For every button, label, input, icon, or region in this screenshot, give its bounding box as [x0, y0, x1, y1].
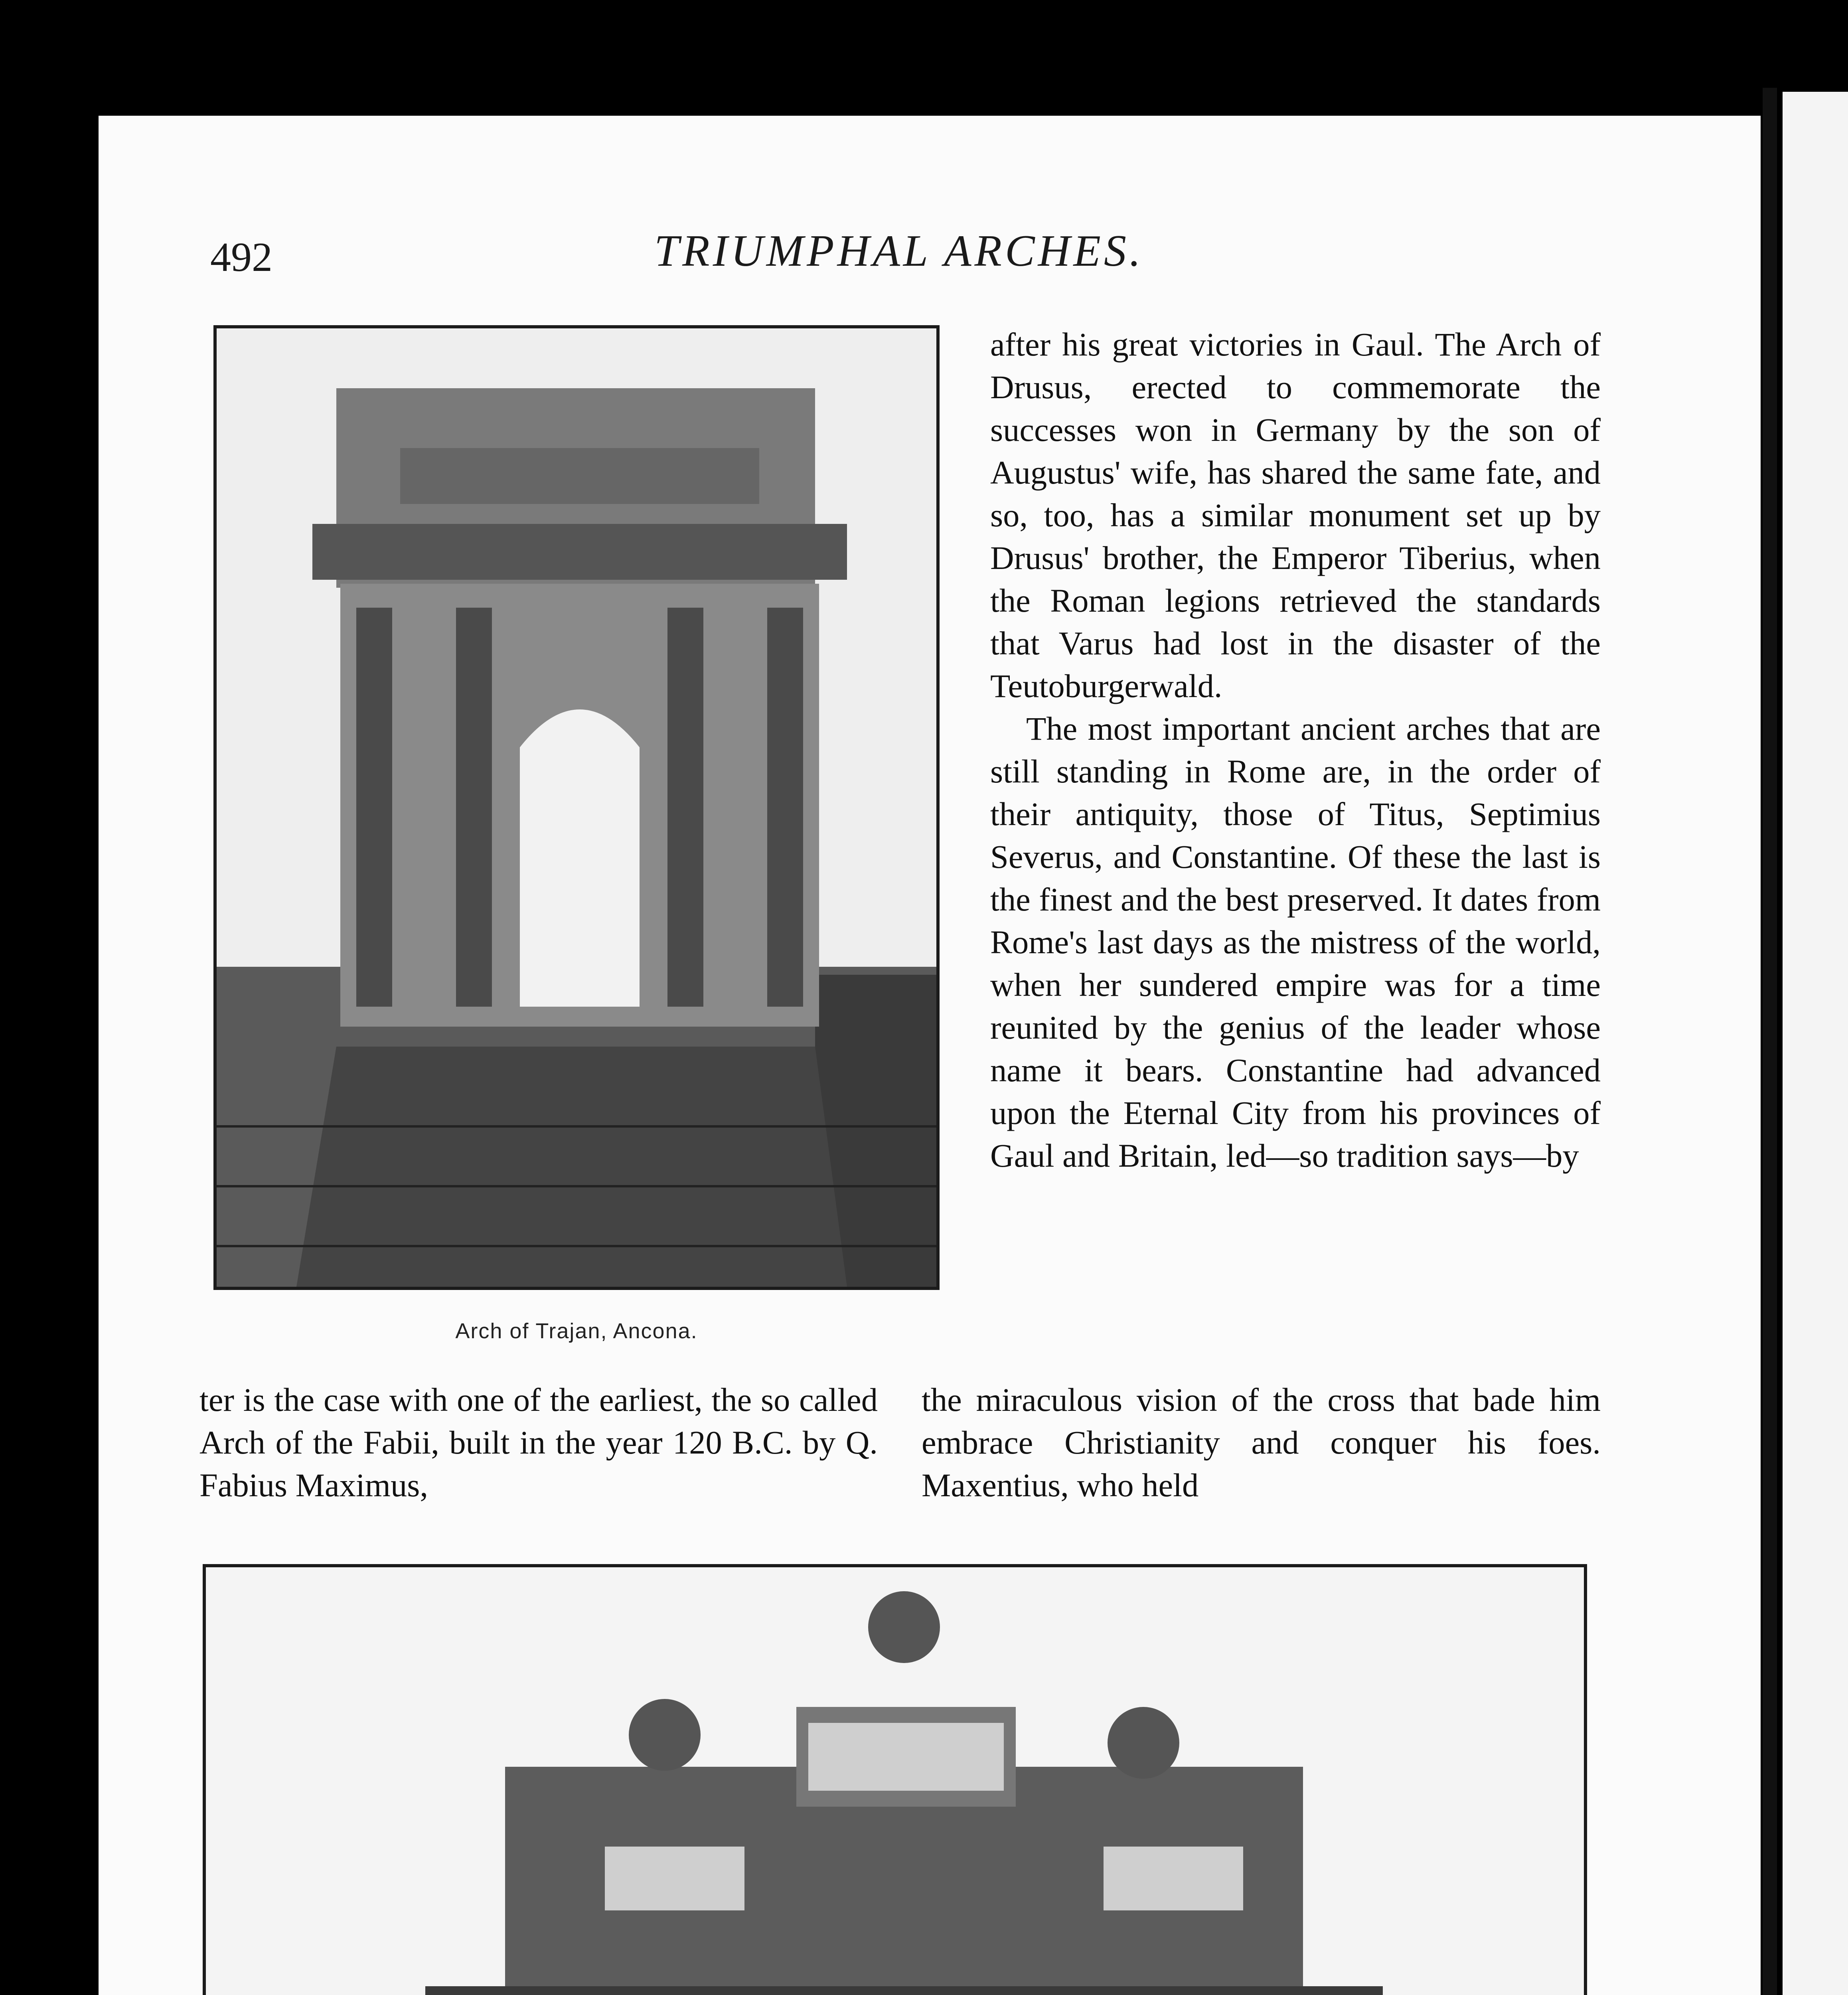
paragraph-continued: after his great victories in Gaul. The Arch of Drusus, erected to commemorate the successes won in Germany by the son of Augustus' wife, has shared the same fate, and so, too, has a similar monument set up by Drusus' brother, the Emperor Tiberius, when the Roman legions retrieved the standards that Varus had lost in the disaster of the Teutoburgerwald.: [990, 326, 1601, 704]
page-number: 492: [210, 234, 272, 280]
book-spine: [1763, 88, 1777, 1995]
left-column-text-bottom: ter is the case with one of the earliest, the so called Arch of the Fabii, built in the year 120 B.C. by Q. Fabius Maximus,: [199, 1381, 878, 1503]
arch-of-trajan-illustration: [217, 328, 936, 1287]
right-column-text: [990, 323, 1601, 1177]
paragraph-ancient-arches: The most important ancient arches that are still standing in Rome are, in the order of their antiquity, those of Titus, Septimius Severus, and Constantine. Of these the last is the finest and the best preserved. It dates from Rome's last days as the mistress of the world, when her sundered empire was for a time reunited by the genius of the leader whose name it bears. Constantine had advanced upon the Eternal City from his provinces of Gaul and Britain, led—so tradition says—by: [990, 710, 1601, 1174]
photo-porta-san-gallo: [203, 1564, 1587, 1995]
porta-san-gallo-illustration: [206, 1567, 1584, 1995]
right-column-text-bottom: the miraculous vision of the cross that bade him embrace Christianity and conquer his foes. Maxentius, who held: [922, 1381, 1601, 1503]
facing-page-edge: [1783, 92, 1848, 1995]
caption-arch-of-trajan: Arch of Trajan, Ancona.: [455, 1319, 698, 1343]
photo-arch-of-trajan: [213, 325, 940, 1290]
running-title: TRIUMPHAL ARCHES.: [654, 226, 1144, 276]
